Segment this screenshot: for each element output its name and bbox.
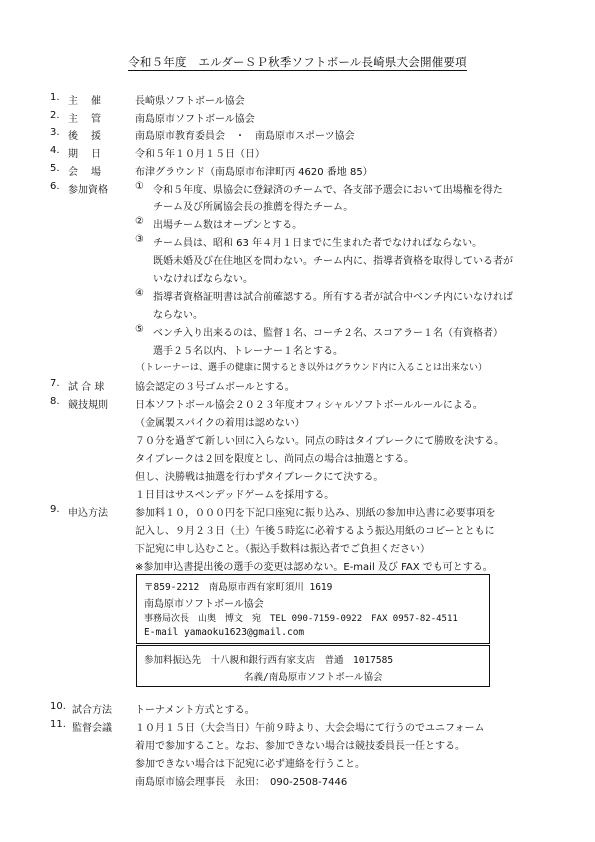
- application-line-3: 下記宛に申し込むこと。（振込手数料は振込者でご負担ください）: [135, 544, 430, 555]
- section-10-label: 試合方法: [72, 705, 112, 716]
- rules-line-4: タイブレークは２回を限度とし、尚同点の場合は抽選とする。: [135, 454, 415, 465]
- section-5-label: 会 場: [68, 167, 103, 178]
- section-8-number: 8.: [50, 396, 60, 407]
- section-4-label: 期 日: [68, 149, 103, 160]
- meeting-line-1: １０月１５日（大会当日）午前９時より、大会会場にて行うのでユニフォーム: [135, 723, 485, 734]
- section-2-label: 主 管: [68, 114, 103, 125]
- section-4-number: 4.: [50, 145, 60, 156]
- section-6-label: 参加資格: [68, 185, 108, 196]
- section-2-value: 南島原市ソフトボール協会: [135, 114, 255, 125]
- rules-line-3: ７０分を過ぎて新しい回に入らない。同点の時はタイブレークにて勝敗を決する。: [135, 436, 505, 447]
- document-title-text: 令和５年度 エルダーＳＰ秋季ソフトボール長崎県大会開催要項: [128, 55, 467, 69]
- address-box: [136, 574, 490, 644]
- bank-line-2: 名義/南島原市ソフトボール協会: [244, 672, 383, 683]
- qualification-5-line-1: ベンチ入り出来るのは、監督１名、コーチ２名、スコアラー１名（有資格者）: [153, 328, 503, 339]
- qualification-3-line-2: 既婚未婚及び在住地区を問わない。チーム内に、指導者資格を取得している者が: [153, 256, 513, 267]
- application-line-4: ※参加申込書提出後の選手の変更は認めない。E-mail 及び FAX でも可とする。: [135, 562, 493, 573]
- qualification-3-line-1: チーム員は、昭和 63 年４月１日までに生まれた者でなければならない。: [153, 238, 483, 249]
- qualification-4-mark: ④: [135, 288, 144, 299]
- qualification-1-mark: ①: [135, 181, 144, 192]
- rules-line-2: （金属製スパイクの着用は認めない）: [135, 418, 305, 429]
- document-title: [0, 54, 595, 70]
- meeting-line-3: 参加できない場合は下記宛に必ず連絡を行うこと。: [135, 759, 365, 770]
- section-8-label: 競技規則: [68, 400, 108, 411]
- qualification-2-mark: ②: [135, 216, 144, 227]
- section-7-number: 7.: [50, 378, 60, 389]
- section-6-number: 6.: [50, 181, 60, 192]
- email-line: E-mail yamaoku1623@gmail.com: [144, 627, 305, 638]
- trainer-note: （トレーナーは、選手の健康に関するとき以外はグラウンド内に入ることは出来ない）: [136, 363, 488, 373]
- address-line-3: 事務局次長 山奥 博文 宛 TEL 090-7159-0922 FAX 0957-82-4511: [144, 614, 458, 624]
- application-line-1: 参加料１０，０００円を下記口座宛に振り込み、別紙の参加申込書に必要事項を: [135, 508, 496, 519]
- section-4-value: 令和５年１０月１５日（日）: [135, 149, 265, 160]
- qualification-5-line-2: 選手２５名以内、トレーナー１名とする。: [153, 346, 343, 357]
- rules-line-5: 但し、決勝戦は抽選を行わずタイブレークにて決する。: [135, 472, 384, 483]
- qualification-3-mark: ③: [135, 234, 144, 245]
- section-11-number: 11.: [50, 719, 66, 730]
- application-line-2: 記入し、９月２３日（土）午後５時迄に必着するよう振込用紙のコピーとともに: [135, 526, 495, 537]
- rules-line-1: 日本ソフトボール協会２０２３年度オフィシャルソフトボールルールによる。: [135, 400, 483, 411]
- section-3-number: 3.: [50, 127, 60, 138]
- section-9-number: 9.: [50, 504, 60, 515]
- qualification-5-mark: ⑤: [135, 324, 144, 335]
- qualification-1-line-1: 令和５年度、県協会に登録済のチームで、各支部予選会において出場権を得た: [153, 185, 503, 196]
- qualification-3-line-3: いなければならない。: [153, 274, 253, 285]
- section-5-value: 布津グラウンド（南島原市布津町丙 4620 番地 85）: [135, 167, 373, 178]
- section-2-number: 2.: [50, 110, 60, 121]
- section-9-label: 申込方法: [68, 508, 108, 519]
- section-1-label: 主 催: [68, 96, 103, 107]
- meeting-contact: 南島原市協会理事長 永田： 090-2508-7446: [135, 777, 348, 788]
- qualification-4-line-1: 指導者資格証明書は試合前確認する。所有する者が試合中ベンチ内にいなければ: [153, 292, 513, 303]
- section-3-label: 後 援: [68, 131, 103, 142]
- address-line-1: 〒859-2212 南島原市西有家町須川 1619: [144, 582, 333, 593]
- section-11-label: 監督会議: [72, 723, 112, 734]
- address-line-2: 南島原市ソフトボール協会: [144, 599, 264, 610]
- rules-line-6: １日目はサスペンデッドゲームを採用する。: [135, 490, 335, 501]
- section-7-value: 協会認定の３号ゴムボールとする。: [135, 382, 295, 393]
- section-10-number: 10.: [50, 701, 66, 712]
- section-10-value: トーナメント方式とする。: [135, 705, 255, 716]
- bank-box: [136, 645, 490, 687]
- qualification-2-line-1: 出場チーム数はオープンとする。: [153, 220, 303, 231]
- meeting-line-2: 着用で参加すること。なお、参加できない場合は競技委員長一任とする。: [135, 741, 465, 752]
- qualification-1-line-2: チーム及び所属協会長の推薦を得たチーム。: [153, 202, 354, 213]
- section-1-value: 長崎県ソフトボール協会: [135, 96, 245, 107]
- section-7-label: 試 合 球: [68, 382, 105, 393]
- section-5-number: 5.: [50, 163, 60, 174]
- qualification-4-line-2: ならない。: [153, 310, 203, 321]
- section-3-value: 南島原市教育委員会 ・ 南島原市スポーツ協会: [135, 131, 355, 142]
- section-1-number: 1.: [50, 92, 60, 103]
- bank-line-1: 参加料振込先 十八親和銀行西有家支店 普通 1017585: [144, 655, 394, 666]
